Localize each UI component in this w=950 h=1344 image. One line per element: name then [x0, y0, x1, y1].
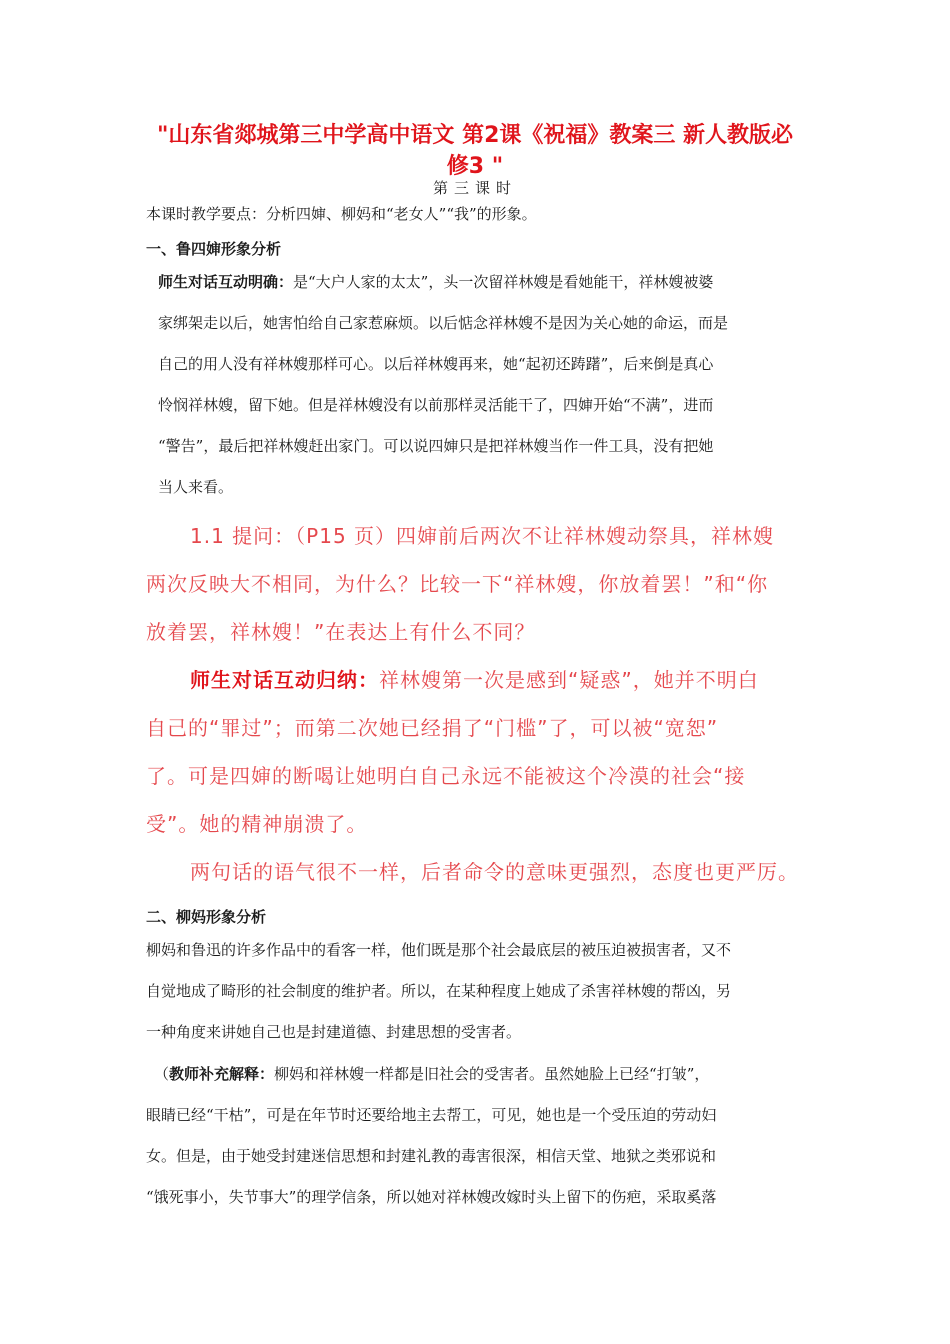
section1-line: 家绑架走以后，她害怕给自己家惹麻烦。以后惦念祥林嫂不是因为关心她的命运，而是 [158, 314, 729, 332]
lesson-subtitle: 第三课时 [432, 179, 517, 197]
section1-heading: 一、鲁四婶形象分析 [146, 240, 282, 258]
section1-paragraph [158, 262, 728, 508]
title-line-1: "山东省郯城第三中学高中语文 第2课《祝福》教案三 新人教版必 [156, 123, 794, 148]
section1-line: “警告”，最后把祥林嫂赶出家门。可以说四婶只是把祥林嫂当作一件工具，没有把她 [158, 437, 714, 455]
section2-line: 自觉地成了畸形的社会制度的维护者。所以，在某种程度上她成了杀害祥林嫂的帮凶，另 [146, 982, 732, 1000]
summary-lead: 师生对话互动归纳： [190, 668, 379, 692]
summary-line: 受”。她的精神崩溃了。 [146, 812, 368, 836]
question-line: 1.1 提问：（P15 页）四婶前后两次不让祥林嫂动祭具，祥林嫂 [190, 524, 775, 548]
summary-line: 祥林嫂第一次是感到“疑惑”，她并不明白 [379, 668, 759, 692]
teacher-note-line: 女。但是，由于她受封建迷信思想和封建礼教的毒害很深，相信天堂、地狱之类邪说和 [146, 1147, 717, 1165]
summary-paragraph [146, 656, 799, 896]
intro-line: 本课时教学要点：分析四婶、柳妈和“老女人”“我”的形象。 [146, 205, 537, 223]
section2-paragraph [146, 930, 731, 1053]
summary-line: 了。可是四婶的断喝让她明白自己永远不能被这个冷漠的社会“接 [146, 764, 746, 788]
section2-heading: 二、柳妈形象分析 [146, 908, 267, 926]
section1-line: 当人来看。 [158, 478, 234, 496]
title-line-2: 修3 " [446, 154, 504, 179]
note-open-paren: （ [154, 1065, 170, 1083]
section1-line: 怜悯祥林嫂，留下她。但是祥林嫂没有以前那样灵活能干了，四婶开始“不满”，进而 [158, 396, 714, 414]
question-line: 放着罢，祥林嫂！”在表达上有什么不同？ [146, 620, 536, 644]
teacher-note-line: 柳妈和祥林嫂一样都是旧社会的受害者。虽然她脸上已经“打皱”， [274, 1065, 710, 1083]
section1-line: 是“大户人家的太太”，头一次留祥林嫂是看她能干，祥林嫂被婆 [293, 273, 714, 291]
summary-tone: 两句话的语气很不一样，后者命令的意味更强烈，态度也更严厉。 [190, 860, 799, 884]
section2-line: 柳妈和鲁迅的许多作品中的看客一样，他们既是那个社会最底层的被压迫被损害者，又不 [146, 941, 732, 959]
section1-line: 自己的用人没有祥林嫂那样可心。以后祥林嫂再来，她“起初还踌躇”，后来倒是真心 [158, 355, 714, 373]
teacher-note-paragraph [146, 1054, 716, 1218]
question-paragraph [146, 512, 774, 656]
teacher-note-lead: 教师补充解释： [169, 1065, 275, 1083]
document-title [140, 120, 810, 182]
summary-line: 自己的“罪过”；而第二次她已经捐了“门槛”了，可以被“宽恕” [146, 716, 719, 740]
section1-lead: 师生对话互动明确： [158, 273, 294, 291]
section2-line: 一种角度来讲她自己也是封建道德、封建思想的受害者。 [146, 1023, 522, 1041]
teacher-note-line: 眼睛已经“干枯”，可是在年节时还要给地主去帮工，可见，她也是一个受压迫的劳动妇 [146, 1106, 717, 1124]
question-line: 两次反映大不相同，为什么？比较一下“祥林嫂，你放着罢！”和“你 [146, 572, 769, 596]
teacher-note-line: “饿死事小，失节事大”的理学信条，所以她对祥林嫂改嫁时头上留下的伤疤，采取奚落 [146, 1188, 717, 1206]
